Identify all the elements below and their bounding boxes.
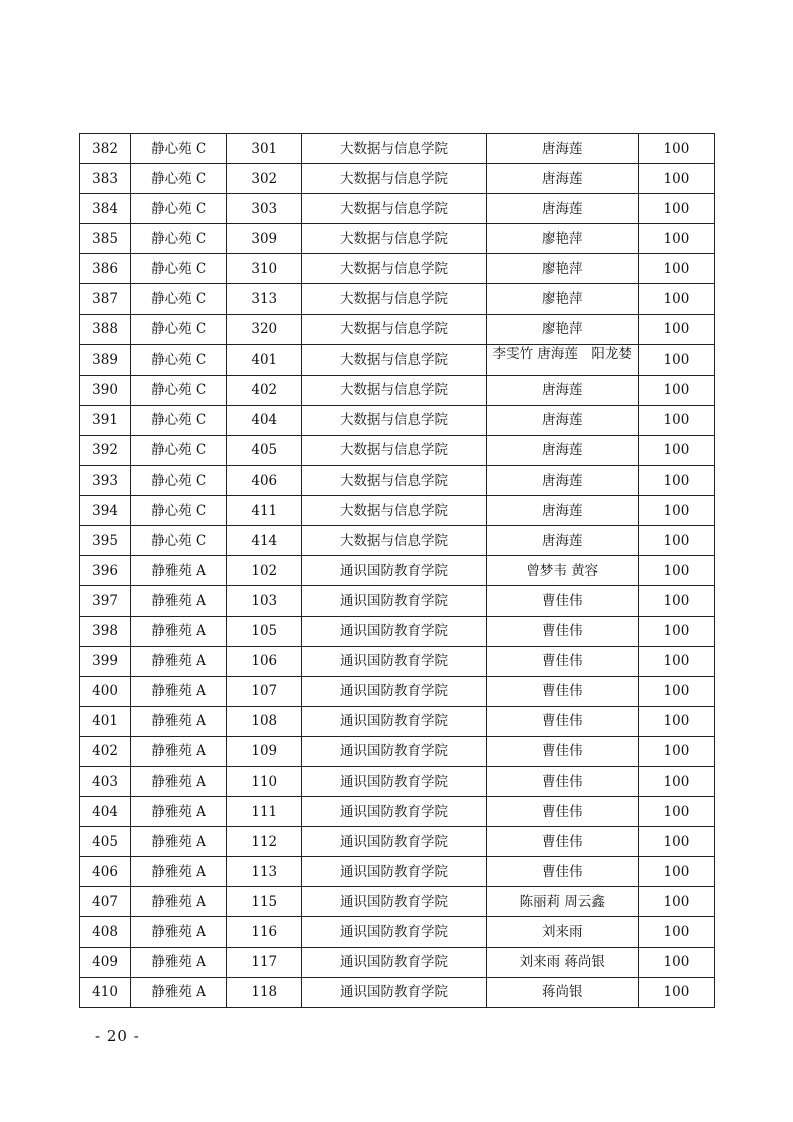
dormitory-score-table: [79, 133, 715, 1008]
college-cell: 大数据与信息学院: [302, 405, 486, 435]
table-row: [80, 526, 715, 556]
score-cell: 100: [638, 435, 714, 465]
row-number-cell: 385: [80, 224, 131, 254]
table-row: [80, 616, 715, 646]
staff-cell: 曹佳伟: [486, 706, 638, 736]
row-number-cell: 402: [80, 736, 131, 766]
score-cell: 100: [638, 616, 714, 646]
room-cell: 405: [227, 435, 302, 465]
table-row: [80, 676, 715, 706]
row-number-cell: 389: [80, 344, 131, 375]
table-body: [80, 134, 715, 1008]
score-cell: 100: [638, 375, 714, 405]
building-cell: 静心苑 C: [131, 284, 227, 314]
building-cell: 静雅苑 A: [131, 586, 227, 616]
row-number-cell: 407: [80, 887, 131, 917]
staff-cell: 唐海莲: [486, 435, 638, 465]
room-cell: 402: [227, 375, 302, 405]
score-cell: 100: [638, 857, 714, 887]
room-cell: 103: [227, 586, 302, 616]
room-cell: 313: [227, 284, 302, 314]
score-cell: 100: [638, 586, 714, 616]
college-cell: 通识国防教育学院: [302, 797, 486, 827]
score-cell: 100: [638, 887, 714, 917]
score-cell: 100: [638, 526, 714, 556]
college-cell: 大数据与信息学院: [302, 496, 486, 526]
score-cell: 100: [638, 194, 714, 224]
score-cell: 100: [638, 556, 714, 586]
table-row: [80, 314, 715, 344]
row-number-cell: 406: [80, 857, 131, 887]
staff-cell: 廖艳萍: [486, 224, 638, 254]
college-cell: 大数据与信息学院: [302, 134, 486, 164]
score-cell: 100: [638, 134, 714, 164]
score-cell: 100: [638, 736, 714, 766]
building-cell: 静雅苑 A: [131, 917, 227, 947]
table-row: [80, 375, 715, 405]
staff-cell: 唐海莲: [486, 405, 638, 435]
building-cell: 静雅苑 A: [131, 827, 227, 857]
room-cell: 115: [227, 887, 302, 917]
table-row: [80, 706, 715, 736]
building-cell: 静心苑 C: [131, 164, 227, 194]
building-cell: 静心苑 C: [131, 224, 227, 254]
room-cell: 113: [227, 857, 302, 887]
staff-cell: 曹佳伟: [486, 827, 638, 857]
college-cell: 通识国防教育学院: [302, 977, 486, 1007]
room-cell: 105: [227, 616, 302, 646]
staff-cell: 唐海莲: [486, 375, 638, 405]
building-cell: 静雅苑 A: [131, 556, 227, 586]
room-cell: 404: [227, 405, 302, 435]
table-row: [80, 134, 715, 164]
room-cell: 106: [227, 646, 302, 676]
building-cell: 静雅苑 A: [131, 616, 227, 646]
college-cell: 大数据与信息学院: [302, 375, 486, 405]
row-number-cell: 383: [80, 164, 131, 194]
score-cell: 100: [638, 827, 714, 857]
score-cell: 100: [638, 344, 714, 375]
table-row: [80, 496, 715, 526]
building-cell: 静心苑 C: [131, 496, 227, 526]
table-row: [80, 977, 715, 1007]
table-row: [80, 435, 715, 465]
room-cell: 107: [227, 676, 302, 706]
college-cell: 大数据与信息学院: [302, 435, 486, 465]
staff-cell: 陈丽莉 周云鑫: [486, 887, 638, 917]
score-cell: 100: [638, 405, 714, 435]
staff-cell: 曹佳伟: [486, 616, 638, 646]
table-row: [80, 164, 715, 194]
room-cell: 111: [227, 797, 302, 827]
college-cell: 大数据与信息学院: [302, 224, 486, 254]
college-cell: 大数据与信息学院: [302, 254, 486, 284]
staff-cell: 曹佳伟: [486, 586, 638, 616]
row-number-cell: 409: [80, 947, 131, 977]
staff-cell: 廖艳萍: [486, 254, 638, 284]
college-cell: 通识国防教育学院: [302, 947, 486, 977]
staff-cell: 李雯竹 唐海莲 阳龙婪: [486, 344, 638, 375]
building-cell: 静心苑 C: [131, 194, 227, 224]
staff-cell: 唐海莲: [486, 526, 638, 556]
college-cell: 通识国防教育学院: [302, 586, 486, 616]
row-number-cell: 391: [80, 405, 131, 435]
building-cell: 静心苑 C: [131, 435, 227, 465]
table-row: [80, 556, 715, 586]
row-number-cell: 384: [80, 194, 131, 224]
room-cell: 118: [227, 977, 302, 1007]
row-number-cell: 386: [80, 254, 131, 284]
room-cell: 301: [227, 134, 302, 164]
score-cell: 100: [638, 314, 714, 344]
building-cell: 静心苑 C: [131, 526, 227, 556]
college-cell: 大数据与信息学院: [302, 284, 486, 314]
row-number-cell: 400: [80, 676, 131, 706]
room-cell: 102: [227, 556, 302, 586]
row-number-cell: 398: [80, 616, 131, 646]
table-row: [80, 344, 715, 375]
building-cell: 静心苑 C: [131, 254, 227, 284]
table-row: [80, 284, 715, 314]
row-number-cell: 403: [80, 766, 131, 796]
table-row: [80, 947, 715, 977]
building-cell: 静雅苑 A: [131, 676, 227, 706]
college-cell: 通识国防教育学院: [302, 887, 486, 917]
table-row: [80, 857, 715, 887]
building-cell: 静雅苑 A: [131, 947, 227, 977]
building-cell: 静雅苑 A: [131, 887, 227, 917]
row-number-cell: 392: [80, 435, 131, 465]
score-cell: 100: [638, 164, 714, 194]
row-number-cell: 404: [80, 797, 131, 827]
table-row: [80, 797, 715, 827]
college-cell: 通识国防教育学院: [302, 706, 486, 736]
staff-cell: 唐海莲: [486, 194, 638, 224]
row-number-cell: 396: [80, 556, 131, 586]
row-number-cell: 390: [80, 375, 131, 405]
building-cell: 静雅苑 A: [131, 646, 227, 676]
staff-cell: 廖艳萍: [486, 284, 638, 314]
building-cell: 静心苑 C: [131, 405, 227, 435]
staff-cell: 曹佳伟: [486, 646, 638, 676]
room-cell: 320: [227, 314, 302, 344]
table-row: [80, 194, 715, 224]
room-cell: 112: [227, 827, 302, 857]
score-cell: 100: [638, 496, 714, 526]
table-row: [80, 224, 715, 254]
staff-cell: 曹佳伟: [486, 736, 638, 766]
room-cell: 411: [227, 496, 302, 526]
building-cell: 静心苑 C: [131, 375, 227, 405]
room-cell: 406: [227, 466, 302, 496]
row-number-cell: 401: [80, 706, 131, 736]
college-cell: 通识国防教育学院: [302, 766, 486, 796]
row-number-cell: 410: [80, 977, 131, 1007]
staff-cell: 曹佳伟: [486, 766, 638, 796]
building-cell: 静雅苑 A: [131, 977, 227, 1007]
row-number-cell: 394: [80, 496, 131, 526]
row-number-cell: 399: [80, 646, 131, 676]
staff-cell: 唐海莲: [486, 496, 638, 526]
room-cell: 302: [227, 164, 302, 194]
building-cell: 静雅苑 A: [131, 706, 227, 736]
room-cell: 401: [227, 344, 302, 375]
college-cell: 通识国防教育学院: [302, 676, 486, 706]
score-cell: 100: [638, 676, 714, 706]
score-cell: 100: [638, 224, 714, 254]
college-cell: 通识国防教育学院: [302, 857, 486, 887]
row-number-cell: 382: [80, 134, 131, 164]
building-cell: 静心苑 C: [131, 314, 227, 344]
staff-cell: 曹佳伟: [486, 797, 638, 827]
room-cell: 108: [227, 706, 302, 736]
table-row: [80, 827, 715, 857]
staff-cell: 唐海莲: [486, 466, 638, 496]
table-row: [80, 254, 715, 284]
staff-cell: 刘来雨: [486, 917, 638, 947]
room-cell: 309: [227, 224, 302, 254]
building-cell: 静心苑 C: [131, 466, 227, 496]
staff-cell: 唐海莲: [486, 164, 638, 194]
college-cell: 大数据与信息学院: [302, 194, 486, 224]
college-cell: 通识国防教育学院: [302, 736, 486, 766]
row-number-cell: 393: [80, 466, 131, 496]
row-number-cell: 388: [80, 314, 131, 344]
page-number: - 20 -: [95, 1027, 140, 1045]
score-cell: 100: [638, 254, 714, 284]
room-cell: 303: [227, 194, 302, 224]
staff-cell: 蒋尚银: [486, 977, 638, 1007]
score-cell: 100: [638, 284, 714, 314]
score-cell: 100: [638, 917, 714, 947]
college-cell: 通识国防教育学院: [302, 616, 486, 646]
college-cell: 大数据与信息学院: [302, 344, 486, 375]
row-number-cell: 397: [80, 586, 131, 616]
room-cell: 117: [227, 947, 302, 977]
score-cell: 100: [638, 466, 714, 496]
row-number-cell: 405: [80, 827, 131, 857]
room-cell: 310: [227, 254, 302, 284]
score-cell: 100: [638, 766, 714, 796]
staff-cell: 曹佳伟: [486, 676, 638, 706]
table-row: [80, 466, 715, 496]
room-cell: 116: [227, 917, 302, 947]
college-cell: 通识国防教育学院: [302, 827, 486, 857]
row-number-cell: 408: [80, 917, 131, 947]
building-cell: 静心苑 C: [131, 134, 227, 164]
building-cell: 静雅苑 A: [131, 857, 227, 887]
row-number-cell: 387: [80, 284, 131, 314]
building-cell: 静心苑 C: [131, 344, 227, 375]
table-row: [80, 917, 715, 947]
college-cell: 大数据与信息学院: [302, 466, 486, 496]
room-cell: 414: [227, 526, 302, 556]
staff-cell: 唐海莲: [486, 134, 638, 164]
table-row: [80, 405, 715, 435]
score-cell: 100: [638, 646, 714, 676]
building-cell: 静雅苑 A: [131, 736, 227, 766]
table-row: [80, 586, 715, 616]
staff-cell: 曹佳伟: [486, 857, 638, 887]
table-row: [80, 766, 715, 796]
college-cell: 通识国防教育学院: [302, 646, 486, 676]
score-cell: 100: [638, 977, 714, 1007]
staff-cell: 刘来雨 蒋尚银: [486, 947, 638, 977]
table-row: [80, 736, 715, 766]
building-cell: 静雅苑 A: [131, 797, 227, 827]
staff-cell: 廖艳萍: [486, 314, 638, 344]
table-row: [80, 646, 715, 676]
college-cell: 大数据与信息学院: [302, 164, 486, 194]
score-cell: 100: [638, 947, 714, 977]
row-number-cell: 395: [80, 526, 131, 556]
score-cell: 100: [638, 797, 714, 827]
room-cell: 109: [227, 736, 302, 766]
college-cell: 大数据与信息学院: [302, 314, 486, 344]
score-cell: 100: [638, 706, 714, 736]
building-cell: 静雅苑 A: [131, 766, 227, 796]
staff-cell: 曾梦韦 黄容: [486, 556, 638, 586]
room-cell: 110: [227, 766, 302, 796]
college-cell: 大数据与信息学院: [302, 526, 486, 556]
table-row: [80, 887, 715, 917]
college-cell: 通识国防教育学院: [302, 556, 486, 586]
college-cell: 通识国防教育学院: [302, 917, 486, 947]
